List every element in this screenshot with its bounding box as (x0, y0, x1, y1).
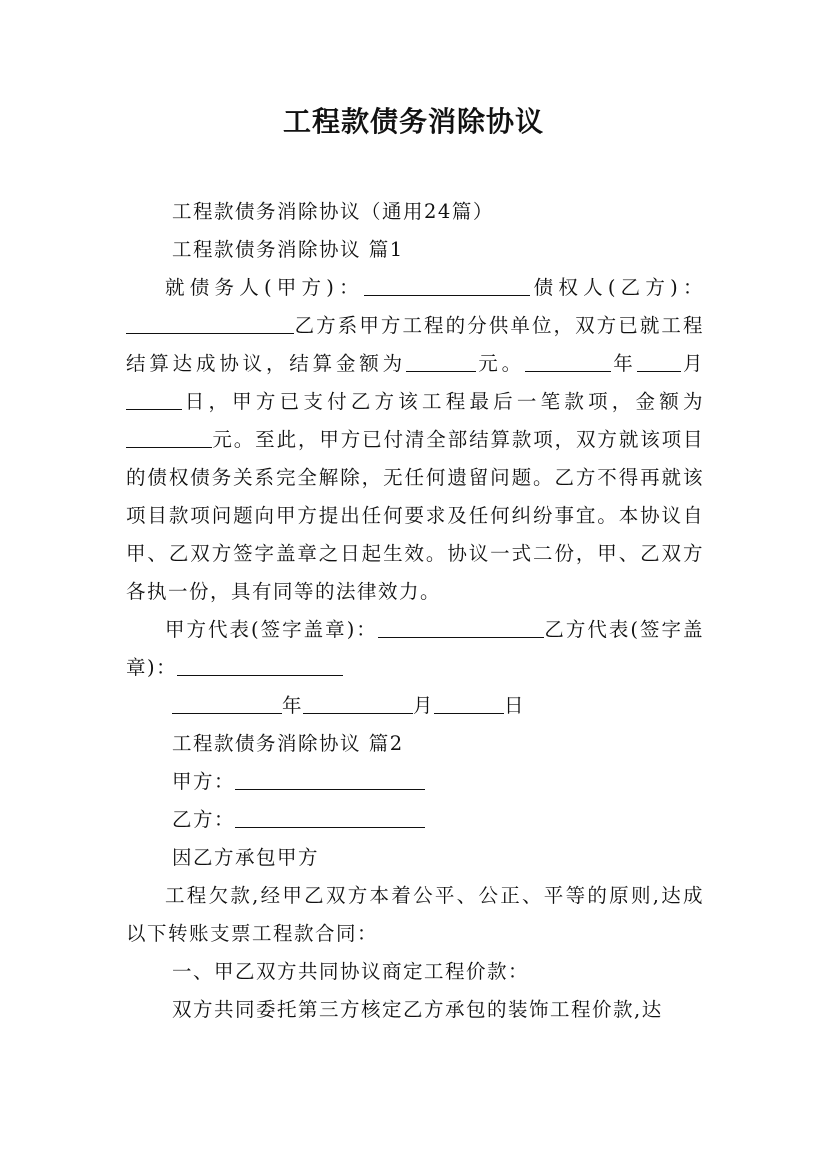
date-month-label: 月 (413, 694, 435, 717)
yuan-label-a: 元。 (475, 352, 525, 375)
document-body (126, 193, 704, 1029)
debtor-label: 就债务人(甲方)： (165, 276, 364, 299)
date-year-label: 年 (282, 694, 304, 717)
paragraph-1-text-a: 乙方系甲方工程的分供单位，双方已就工程结算达成协议，结算金额为 (126, 314, 704, 375)
paragraph-1 (126, 269, 704, 611)
party-b-rep-label: 乙方代表(签字盖章)： (126, 618, 705, 679)
settlement-amount-blank (406, 352, 476, 373)
intro-line: 因乙方承包甲方 (172, 846, 320, 869)
date-day-blank (434, 694, 504, 715)
year-label: 年 (610, 352, 637, 375)
party-b-label: 乙方： (172, 808, 236, 831)
party-b-line (126, 801, 704, 839)
creditor-label: 债权人(乙方)： (529, 276, 705, 299)
paragraph-1-text-c: 元。至此，甲方已付清全部结算款项，双方就该项目的债权债务关系完全解除，无任何遗留问题。乙方不得再就该项目款项问题向甲方提出任何要求及任何纠纷事宜。本协议自甲、乙双方签字盖章之日起生效。协议一式二份，甲、乙双方各执一份，具有同等的法律效力。 (126, 428, 704, 603)
party-a-signature-blank (378, 618, 544, 639)
party-a-rep-label: 甲方代表(签字盖章)： (165, 618, 378, 641)
paragraph-3: 双方共同委托第三方核定乙方承包的装饰工程价款,达 (172, 998, 663, 1021)
month-blank (637, 352, 681, 373)
paragraph-2: 工程欠款,经甲乙双方本着公平、公正、平等的原则,达成以下转账支票工程款合同： (126, 884, 704, 945)
date-month-blank (303, 694, 413, 715)
item-1: 一、甲乙双方共同协议商定工程价款： (172, 960, 530, 983)
day-blank (126, 390, 182, 411)
paragraph-1-text-b: 日，甲方已支付乙方该工程最后一笔款项，金额为 (182, 390, 704, 413)
signature-paragraph (126, 611, 704, 687)
document-subtitle: 工程款债务消除协议（通用24篇） (172, 200, 494, 223)
party-a-blank (235, 770, 425, 791)
date-year-blank (172, 694, 282, 715)
section-1-heading: 工程款债务消除协议 篇1 (172, 238, 404, 261)
party-b-signature-blank (177, 656, 343, 677)
creditor-blank (126, 314, 294, 335)
month-label: 月 (680, 352, 704, 375)
payment-amount-blank (126, 428, 212, 449)
date-day-label: 日 (504, 694, 526, 717)
party-a-line (126, 763, 704, 801)
debtor-blank (364, 276, 530, 297)
date-line (126, 687, 704, 725)
party-b-blank (235, 808, 425, 829)
section-2-heading: 工程款债务消除协议 篇2 (172, 732, 404, 755)
document-title: 工程款债务消除协议 (282, 105, 544, 138)
party-a-label: 甲方： (172, 770, 236, 793)
year-blank (525, 352, 611, 373)
